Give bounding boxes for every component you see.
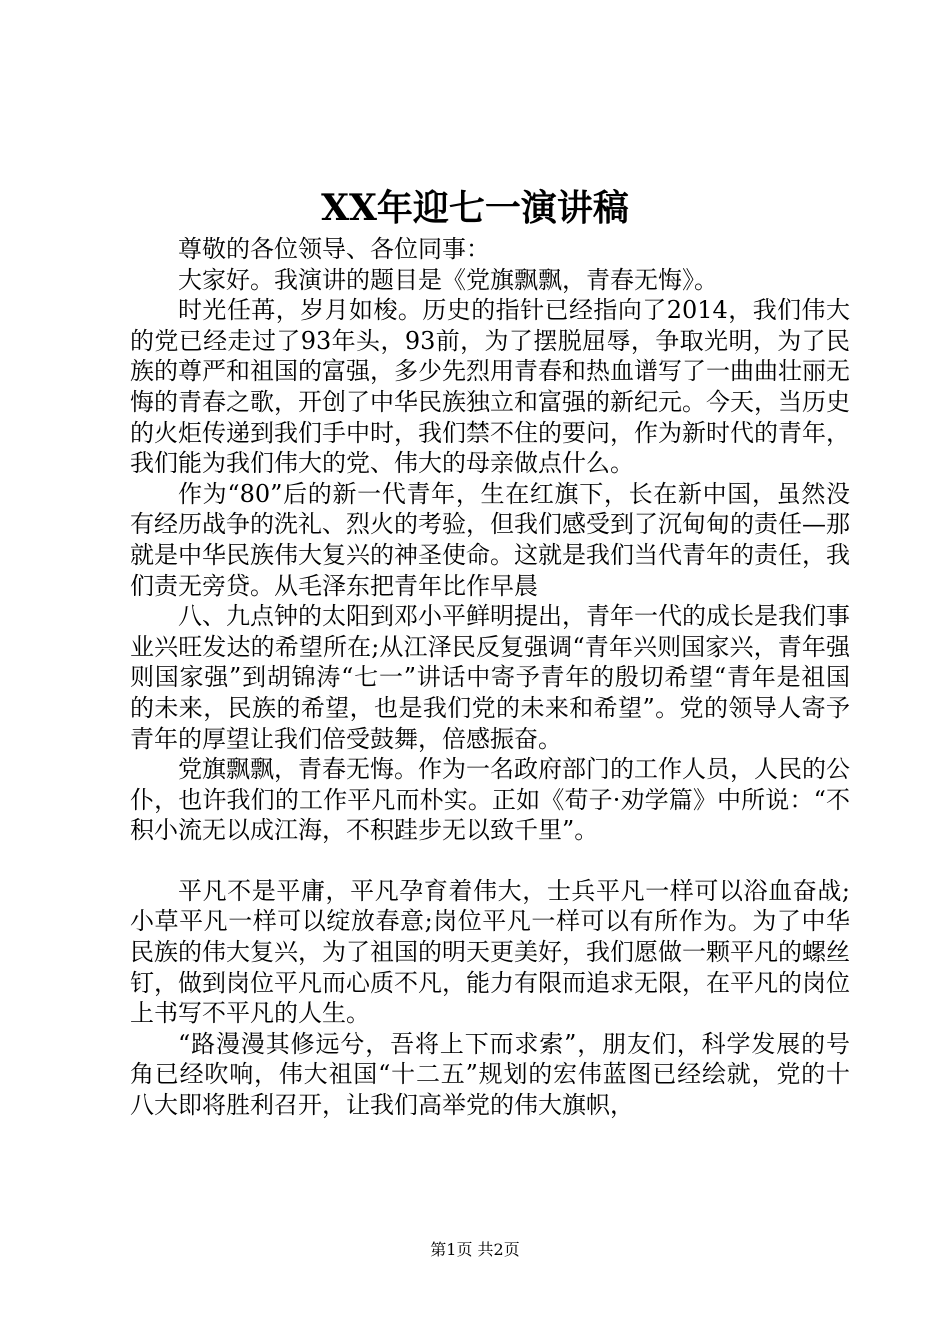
paragraph-greeting: 大家好。我演讲的题目是《党旗飘飘，青春无悔》。 [178,265,718,294]
paragraph: 作为“80”后的新一代青年，生在红旗下，长在新中国，虽然没有经历战争的洗礼、烈火的考验，但我们感受到了沉甸甸的责任—那就是中华民族伟大复兴的神圣使命。这就是我们当代青年的责任，我们责无旁贷。从毛泽东把青年比作早晨 [130,479,850,600]
document-body [130,234,850,1121]
page-number-footer: 第1页 共2页 [430,1240,520,1259]
paragraph: 平凡不是平庸，平凡孕育着伟大，士兵平凡一样可以浴血奋战;小草平凡一样可以绽放春意;岗位平凡一样可以有所作为。为了中华民族的伟大复兴，为了祖国的明天更美好，我们愿做一颗平凡的螺丝钉，做到岗位平凡而心质不凡，能力有限而追求无限，在平凡的岗位上书写不平凡的人生。 [130,876,850,1028]
paragraph: 党旗飘飘，青春无悔。作为一名政府部门的工作人员，人民的公仆，也许我们的工作平凡而朴实。正如《荀子·劝学篇》中所说：“不积小流无以成江海，不积跬步无以致千里”。 [130,755,850,845]
paragraph: 八、九点钟的太阳到邓小平鲜明提出，青年一代的成长是我们事业兴旺发达的希望所在;从江泽民反复强调“青年兴则国家兴，青年强则国家强”到胡锦涛“七一”讲话中寄予青年的殷切希望“青年是祖国的未来，民族的希望，也是我们党的未来和希望”。党的领导人寄予青年的厚望让我们倍受鼓舞，倍感振奋。 [130,602,850,753]
paragraph-salutation: 尊敬的各位领导、各位同事： [178,235,490,263]
paragraph: 时光任苒，岁月如梭。历史的指针已经指向了2014，我们伟大的党已经走过了93年头，93前，为了摆脱屈辱，争取光明，为了民族的尊严和祖国的富强，多少先烈用青春和热血谱写了一曲曲壮丽无悔的青春之歌，开创了中华民族独立和富强的新纪元。今天，当历史的火炬传递到我们手中时，我们禁不住的要问，作为新时代的青年，我们能为我们伟大的党、伟大的母亲做点什么。 [130,296,850,478]
paragraph: “路漫漫其修远兮，吾将上下而求索”，朋友们，科学发展的号角已经吹响，伟大祖国“十二五”规划的宏伟蓝图已经绘就，党的十八大即将胜利召开，让我们高举党的伟大旗帜， [130,1029,850,1120]
document-title: XX年迎七一演讲稿 [321,187,629,229]
